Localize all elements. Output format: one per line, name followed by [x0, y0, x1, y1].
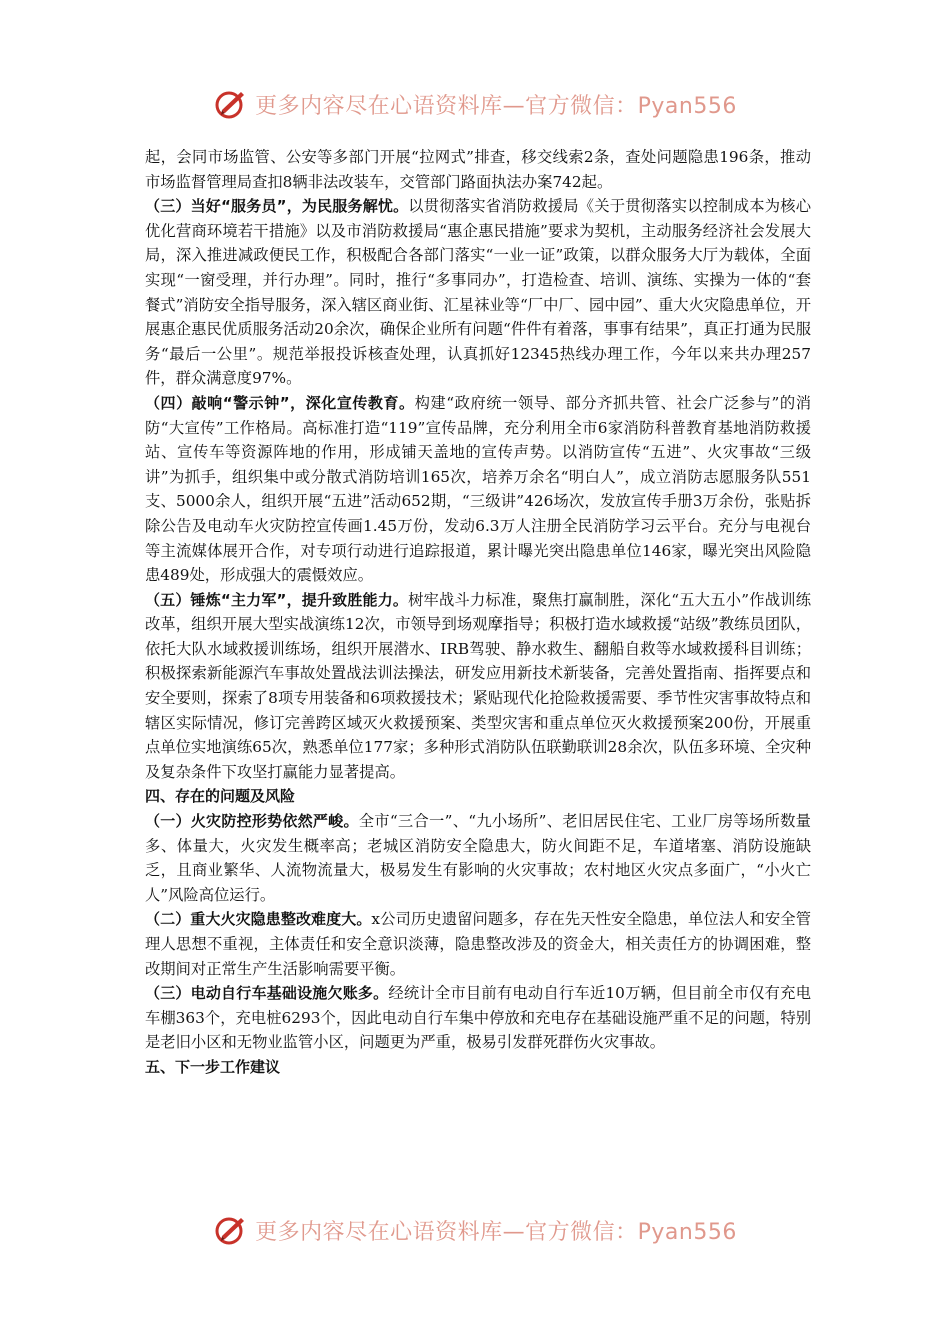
paragraph: 起，会同市场监管、公安等多部门开展“拉网式”排查，移交线索2条，查处问题隐患196条，推动市场监督管理局查扣8辆非法改装车，交管部门路面执法办案742起。 [145, 148, 811, 191]
paragraph: （三）电动自行车基础设施欠账多。经统计全市目前有电动自行车近10万辆，但目前全市仅有充电车棚363个，充电桩6293个，因此电动自行车集中停放和充电存在基础设施严重不足的问题，特别是老旧小区和无物业监管小区，问题更为严重，极易引发群死群伤火灾事故。 [145, 984, 811, 1052]
header-banner [0, 84, 950, 124]
banner-text: 更多内容尽在心语资料库—官方微信：Pyan556 [255, 1219, 737, 1245]
paragraph: （二）重大火灾隐患整改难度大。x公司历史遗留问题多，存在先天性安全隐患，单位法人和安全管理人思想不重视，主体责任和安全意识淡薄，隐患整改涉及的资金大，相关责任方的协调困难，整改期间对正常生产生活影响需要平衡。 [145, 910, 811, 978]
paragraph: （五）锤炼“主力军”，提升致胜能力。树牢战斗力标准，聚焦打赢制胜，深化“五大五小”作战训练改革，组织开展大型实战演练12次，市领导到场观摩指导；积极打造水域救援“站级”教练员团队，依托大队水域救援训练场，组织开展潜水、IRB驾驶、静水救生、翻船自救等水域救援科目训练；积极探索新能源汽车事故处置战法训法操法，研发应用新技术新装备，完善处置指南、指挥要点和安全要则，探索了8项专用装备和6项救援技术；紧贴现代化抢险救援需要、季节性灾害事故特点和辖区实际情况，修订完善跨区域灭火救援预案、类型灾害和重点单位灭火救援预案200份，开展重点单位实地演练65次，熟悉单位177家；多种形式消防队伍联勤联训28余次，队伍多环境、全灾种及复杂条件下攻坚打赢能力显著提高。 [145, 590, 811, 781]
section-heading: 五、下一步工作建议 [145, 1057, 281, 1076]
paragraph: （四）敲响“警示钟”，深化宣传教育。构建“政府统一领导、部分齐抓共管、社会广泛参与”的消防“大宣传”工作格局。高标准打造“119”宣传品牌，充分利用全市6家消防科普教育基地消防救援站、宣传车等资源阵地的作用，形成铺天盖地的宣传声势。以消防宣传“五进”、火灾事故“三级讲”为抓手，组织集中或分散式消防培训165次，培养万余名“明白人”，成立消防志愿服务队551支、5000余人，组织开展“五进”活动652期，“三级讲”426场次，发放宣传手册3万余份，张贴拆除公告及电动车火灾防控宣传画1.45万份，发动6.3万人注册全民消防学习云平台。充分与电视台等主流媒体展开合作，对专项行动进行追踪报道，累计曝光突出隐患单位146家，曝光突出风险隐患489处，形成强大的震慑效应。 [145, 393, 811, 585]
paragraph: （三）当好“服务员”，为民服务解忧。以贯彻落实省消防救援局《关于贯彻落实以控制成本为核心优化营商环境若干措施》以及市消防救援局“惠企惠民措施”要求为契机，主动服务经济社会发展大局，深入推进减政便民工作，积极配合各部门落实“一业一证”政策，以群众服务大厅为载体，全面实现“一窗受理，并行办理”。同时，推行“多事同办”，打造检查、培训、演练、实操为一体的“套餐式”消防安全指导服务，深入辖区商业街、汇星袜业等“厂中厂、园中园”、重大火灾隐患单位，开展惠企惠民优质服务活动20余次，确保企业所有问题“件件有着落，事事有结果”，真正打通为民服务“最后一公里”。规范举报投诉核查处理，认真抓好12345热线办理工作，今年以来共办理257件，群众满意度97%。 [145, 197, 811, 388]
pen-logo-icon [213, 86, 249, 122]
banner-text: 更多内容尽在心语资料库—官方微信：Pyan556 [255, 93, 737, 119]
document-body [145, 145, 811, 1080]
pen-logo-icon [213, 1212, 249, 1248]
section-heading: 四、存在的问题及风险 [145, 787, 296, 806]
paragraph: （一）火灾防控形势依然严峻。全市“三合一”、“九小场所”、老旧居民住宅、工业厂房等场所数量多、体量大，火灾发生概率高；老城区消防安全隐患大，防火间距不足，车道堵塞、消防设施缺乏，且商业繁华、人流物流量大，极易发生有影响的火灾事故；农村地区火灾点多面广，“小火亡人”风险高位运行。 [145, 812, 811, 904]
footer-banner [0, 1210, 950, 1250]
